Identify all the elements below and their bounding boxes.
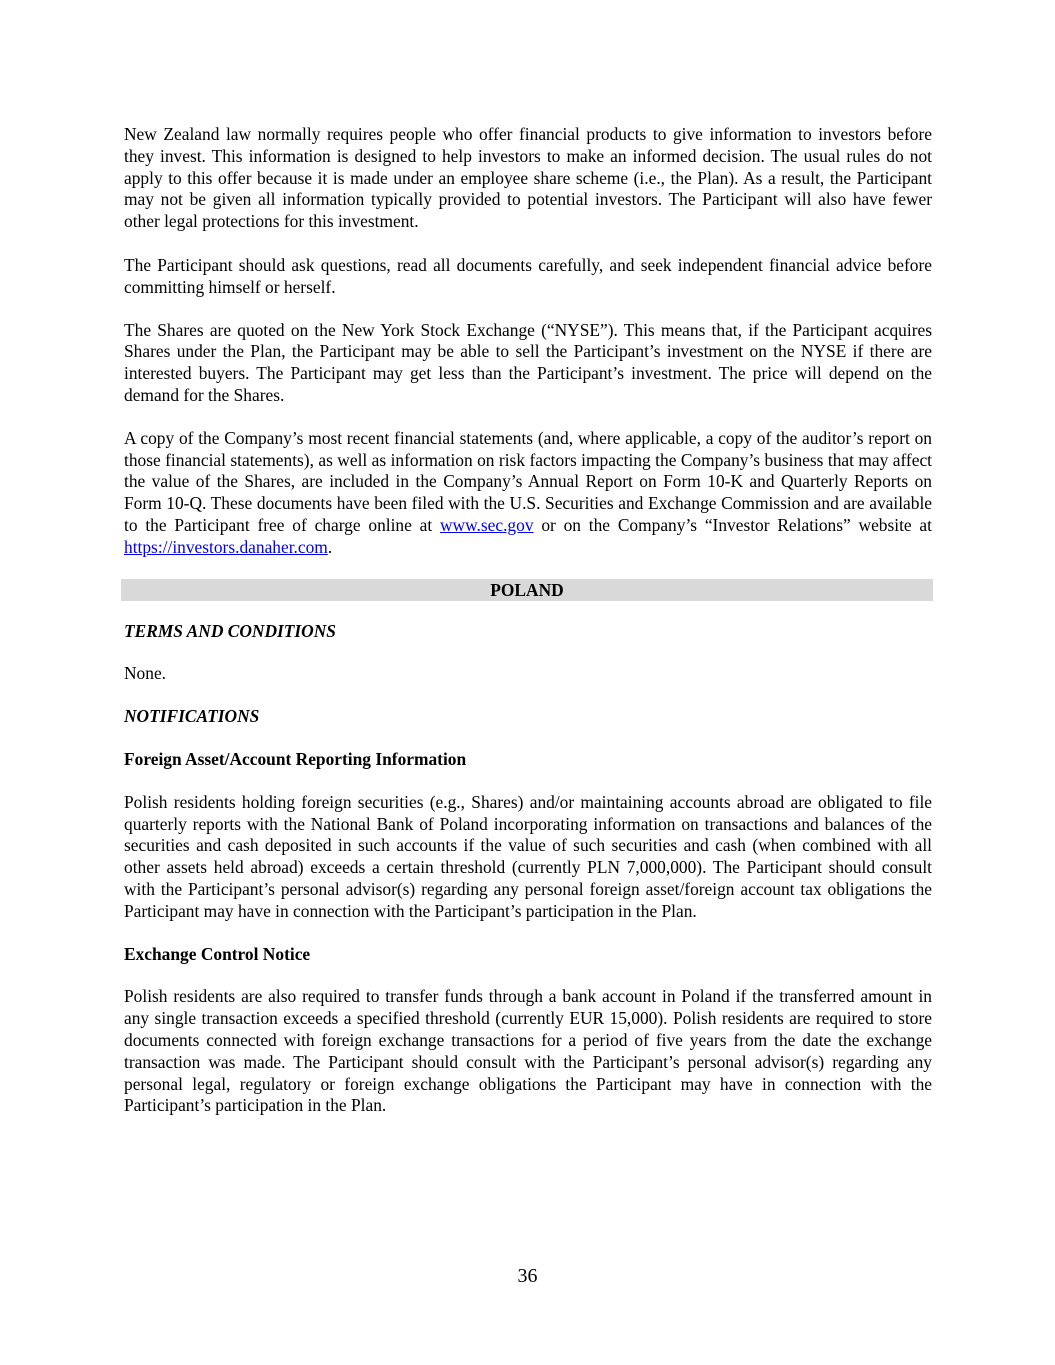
- section-header-poland: POLAND: [121, 579, 933, 601]
- paragraph-text: A copy of the Company’s most recent financial statements (and, where applicable, a copy of the auditor’s report on those financial statements), as well as information on risk factors impacting the Company’s business that may affect the value of the Shares, are included in the Company’s Annual Report on Form 10-K and Quarterly Reports on Form 10-Q. These documents have been filed with the U.S. Securities and Exchange Commission and are available to the Participant free of charge online at: [124, 427, 932, 535]
- document-page: [124, 124, 932, 1117]
- investor-relations-link[interactable]: https://investors.danaher.com: [124, 536, 328, 557]
- exchange-control-paragraph: Polish residents are also required to transfer funds through a bank account in Poland if the transferred amount in any single transaction exceeds a specified threshold (currently EUR 15,000). Polish residents are required to store documents connected with foreign exchange transactions for a period of five years from the date the exchange transaction was made. The Participant should consult with the Participant’s personal advisor(s) regarding any personal legal, regulatory or foreign exchange obligations the Participant may have in connection with the Participant’s participation in the Plan.: [124, 986, 932, 1116]
- terms-text: None.: [124, 663, 167, 684]
- exchange-control-heading: Exchange Control Notice: [124, 943, 311, 964]
- terms-and-conditions-heading: TERMS AND CONDITIONS: [124, 620, 336, 641]
- page-number: 36: [517, 1265, 538, 1287]
- sec-gov-link[interactable]: www.sec.gov: [439, 514, 534, 535]
- nz-disclosure-paragraph: New Zealand law normally requires people who offer financial products to give information to investors before they invest. This information is designed to help investors to make an informed decision. The usual rules do not apply to this offer because it is made under an employee share scheme (i.e., the Plan). As a result, the Participant may not be given all information typically provided to potential investors. The Participant will also have fewer other legal protections for this investment.: [124, 124, 932, 232]
- notifications-heading: NOTIFICATIONS: [124, 706, 260, 727]
- foreign-asset-paragraph: Polish residents holding foreign securities (e.g., Shares) and/or maintaining accounts abroad are obligated to file quarterly reports with the National Bank of Poland incorporating information on transactions and balances of the securities and cash deposited in such accounts if the value of such securities and cash (when combined with all other assets held abroad) exceeds a certain threshold (currently PLN 7,000,000). The Participant should consult with the Participant’s personal advisor(s) regarding any personal foreign asset/foreign account tax obligations the Participant may have in connection with the Participant’s participation in the Plan.: [124, 791, 932, 921]
- paragraph-text: .: [327, 536, 333, 557]
- paragraph-text: or on the Company’s “Investor Relations” website at: [533, 514, 932, 535]
- nz-nyse-paragraph: The Shares are quoted on the New York Stock Exchange (“NYSE”). This means that, if the Participant acquires Shares under the Plan, the Participant may be able to sell the Participant’s investment on the NYSE if there are interested buyers. The Participant may get less than the Participant’s investment. The price will depend on the demand for the Shares.: [124, 319, 932, 405]
- nz-advice-paragraph: The Participant should ask questions, read all documents carefully, and seek independent financial advice before committing himself or herself.: [124, 254, 932, 297]
- nz-financial-statements-paragraph: [124, 428, 932, 559]
- foreign-asset-heading: Foreign Asset/Account Reporting Information: [124, 748, 467, 769]
